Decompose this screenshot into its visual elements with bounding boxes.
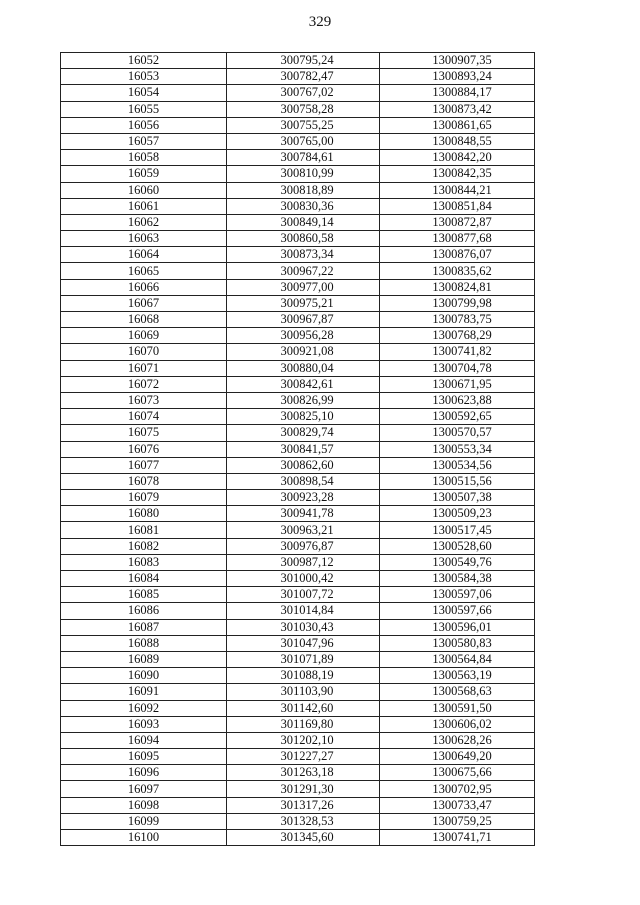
point-number-cell: 16096 bbox=[61, 765, 227, 781]
y-coordinate-cell: 1300597,06 bbox=[380, 587, 535, 603]
point-number-cell: 16098 bbox=[61, 797, 227, 813]
y-coordinate-cell: 1300848,55 bbox=[380, 133, 535, 149]
y-coordinate-cell: 1300861,65 bbox=[380, 117, 535, 133]
table-row bbox=[61, 473, 535, 489]
table-row bbox=[61, 69, 535, 85]
y-coordinate-cell: 1300568,63 bbox=[380, 684, 535, 700]
table-row bbox=[61, 457, 535, 473]
point-number-cell: 16082 bbox=[61, 538, 227, 554]
y-coordinate-cell: 1300877,68 bbox=[380, 231, 535, 247]
y-coordinate-cell: 1300563,19 bbox=[380, 668, 535, 684]
x-coordinate-cell: 301142,60 bbox=[227, 700, 380, 716]
y-coordinate-cell: 1300851,84 bbox=[380, 198, 535, 214]
table-row bbox=[61, 635, 535, 651]
point-number-cell: 16061 bbox=[61, 198, 227, 214]
x-coordinate-cell: 300818,89 bbox=[227, 182, 380, 198]
table-row bbox=[61, 166, 535, 182]
table-row bbox=[61, 797, 535, 813]
point-number-cell: 16089 bbox=[61, 651, 227, 667]
y-coordinate-cell: 1300783,75 bbox=[380, 312, 535, 328]
x-coordinate-cell: 300963,21 bbox=[227, 522, 380, 538]
y-coordinate-cell: 1300741,82 bbox=[380, 344, 535, 360]
point-number-cell: 16077 bbox=[61, 457, 227, 473]
y-coordinate-cell: 1300606,02 bbox=[380, 716, 535, 732]
table-row bbox=[61, 117, 535, 133]
point-number-cell: 16052 bbox=[61, 53, 227, 69]
point-number-cell: 16070 bbox=[61, 344, 227, 360]
x-coordinate-cell: 300830,36 bbox=[227, 198, 380, 214]
x-coordinate-cell: 301088,19 bbox=[227, 668, 380, 684]
x-coordinate-cell: 300758,28 bbox=[227, 101, 380, 117]
x-coordinate-cell: 301227,27 bbox=[227, 749, 380, 765]
table-row bbox=[61, 571, 535, 587]
point-number-cell: 16064 bbox=[61, 247, 227, 263]
x-coordinate-cell: 300849,14 bbox=[227, 214, 380, 230]
point-number-cell: 16054 bbox=[61, 85, 227, 101]
y-coordinate-cell: 1300733,47 bbox=[380, 797, 535, 813]
point-number-cell: 16079 bbox=[61, 490, 227, 506]
x-coordinate-cell: 300825,10 bbox=[227, 409, 380, 425]
y-coordinate-cell: 1300628,26 bbox=[380, 732, 535, 748]
x-coordinate-cell: 300810,99 bbox=[227, 166, 380, 182]
table-row bbox=[61, 619, 535, 635]
x-coordinate-cell: 300841,57 bbox=[227, 441, 380, 457]
point-number-cell: 16066 bbox=[61, 279, 227, 295]
table-row bbox=[61, 376, 535, 392]
y-coordinate-cell: 1300553,34 bbox=[380, 441, 535, 457]
point-number-cell: 16080 bbox=[61, 506, 227, 522]
point-number-cell: 16081 bbox=[61, 522, 227, 538]
y-coordinate-cell: 1300884,17 bbox=[380, 85, 535, 101]
x-coordinate-cell: 300784,61 bbox=[227, 150, 380, 166]
x-coordinate-cell: 300977,00 bbox=[227, 279, 380, 295]
point-number-cell: 16094 bbox=[61, 732, 227, 748]
y-coordinate-cell: 1300528,60 bbox=[380, 538, 535, 554]
y-coordinate-cell: 1300704,78 bbox=[380, 360, 535, 376]
table-row bbox=[61, 668, 535, 684]
y-coordinate-cell: 1300623,88 bbox=[380, 392, 535, 408]
table-row bbox=[61, 85, 535, 101]
point-number-cell: 16063 bbox=[61, 231, 227, 247]
x-coordinate-cell: 300921,08 bbox=[227, 344, 380, 360]
x-coordinate-cell: 301030,43 bbox=[227, 619, 380, 635]
table-row bbox=[61, 53, 535, 69]
point-number-cell: 16057 bbox=[61, 133, 227, 149]
y-coordinate-cell: 1300671,95 bbox=[380, 376, 535, 392]
y-coordinate-cell: 1300876,07 bbox=[380, 247, 535, 263]
y-coordinate-cell: 1300835,62 bbox=[380, 263, 535, 279]
point-number-cell: 16055 bbox=[61, 101, 227, 117]
point-number-cell: 16088 bbox=[61, 635, 227, 651]
table-row bbox=[61, 328, 535, 344]
y-coordinate-cell: 1300768,29 bbox=[380, 328, 535, 344]
table-row bbox=[61, 765, 535, 781]
x-coordinate-cell: 301007,72 bbox=[227, 587, 380, 603]
point-number-cell: 16099 bbox=[61, 813, 227, 829]
y-coordinate-cell: 1300759,25 bbox=[380, 813, 535, 829]
table-row bbox=[61, 312, 535, 328]
table-row bbox=[61, 409, 535, 425]
y-coordinate-cell: 1300873,42 bbox=[380, 101, 535, 117]
x-coordinate-cell: 300873,34 bbox=[227, 247, 380, 263]
x-coordinate-cell: 301071,89 bbox=[227, 651, 380, 667]
x-coordinate-cell: 300967,87 bbox=[227, 312, 380, 328]
y-coordinate-cell: 1300517,45 bbox=[380, 522, 535, 538]
table-row bbox=[61, 684, 535, 700]
coordinates-table-body bbox=[61, 53, 535, 846]
point-number-cell: 16065 bbox=[61, 263, 227, 279]
point-number-cell: 16085 bbox=[61, 587, 227, 603]
x-coordinate-cell: 300975,21 bbox=[227, 295, 380, 311]
x-coordinate-cell: 300765,00 bbox=[227, 133, 380, 149]
x-coordinate-cell: 300880,04 bbox=[227, 360, 380, 376]
table-row bbox=[61, 279, 535, 295]
y-coordinate-cell: 1300824,81 bbox=[380, 279, 535, 295]
point-number-cell: 16059 bbox=[61, 166, 227, 182]
y-coordinate-cell: 1300570,57 bbox=[380, 425, 535, 441]
x-coordinate-cell: 300923,28 bbox=[227, 490, 380, 506]
y-coordinate-cell: 1300842,35 bbox=[380, 166, 535, 182]
y-coordinate-cell: 1300515,56 bbox=[380, 473, 535, 489]
x-coordinate-cell: 300782,47 bbox=[227, 69, 380, 85]
y-coordinate-cell: 1300842,20 bbox=[380, 150, 535, 166]
x-coordinate-cell: 301169,80 bbox=[227, 716, 380, 732]
table-row bbox=[61, 133, 535, 149]
point-number-cell: 16086 bbox=[61, 603, 227, 619]
point-number-cell: 16090 bbox=[61, 668, 227, 684]
table-row bbox=[61, 101, 535, 117]
table-row bbox=[61, 538, 535, 554]
x-coordinate-cell: 301263,18 bbox=[227, 765, 380, 781]
x-coordinate-cell: 300795,24 bbox=[227, 53, 380, 69]
table-row bbox=[61, 231, 535, 247]
y-coordinate-cell: 1300549,76 bbox=[380, 554, 535, 570]
x-coordinate-cell: 300898,54 bbox=[227, 473, 380, 489]
point-number-cell: 16092 bbox=[61, 700, 227, 716]
point-number-cell: 16074 bbox=[61, 409, 227, 425]
y-coordinate-cell: 1300580,83 bbox=[380, 635, 535, 651]
point-number-cell: 16091 bbox=[61, 684, 227, 700]
x-coordinate-cell: 301000,42 bbox=[227, 571, 380, 587]
page-number: 329 bbox=[308, 14, 332, 30]
table-row bbox=[61, 198, 535, 214]
x-coordinate-cell: 301328,53 bbox=[227, 813, 380, 829]
table-row bbox=[61, 603, 535, 619]
y-coordinate-cell: 1300591,50 bbox=[380, 700, 535, 716]
x-coordinate-cell: 300826,99 bbox=[227, 392, 380, 408]
x-coordinate-cell: 301202,10 bbox=[227, 732, 380, 748]
point-number-cell: 16068 bbox=[61, 312, 227, 328]
point-number-cell: 16093 bbox=[61, 716, 227, 732]
y-coordinate-cell: 1300564,84 bbox=[380, 651, 535, 667]
x-coordinate-cell: 300987,12 bbox=[227, 554, 380, 570]
x-coordinate-cell: 301291,30 bbox=[227, 781, 380, 797]
x-coordinate-cell: 300767,02 bbox=[227, 85, 380, 101]
table-row bbox=[61, 441, 535, 457]
y-coordinate-cell: 1300844,21 bbox=[380, 182, 535, 198]
y-coordinate-cell: 1300907,35 bbox=[380, 53, 535, 69]
point-number-cell: 16058 bbox=[61, 150, 227, 166]
table-row bbox=[61, 813, 535, 829]
point-number-cell: 16075 bbox=[61, 425, 227, 441]
point-number-cell: 16056 bbox=[61, 117, 227, 133]
table-row bbox=[61, 522, 535, 538]
point-number-cell: 16076 bbox=[61, 441, 227, 457]
x-coordinate-cell: 300976,87 bbox=[227, 538, 380, 554]
x-coordinate-cell: 300956,28 bbox=[227, 328, 380, 344]
point-number-cell: 16053 bbox=[61, 69, 227, 85]
point-number-cell: 16069 bbox=[61, 328, 227, 344]
table-row bbox=[61, 425, 535, 441]
table-row bbox=[61, 830, 535, 846]
x-coordinate-cell: 300862,60 bbox=[227, 457, 380, 473]
y-coordinate-cell: 1300893,24 bbox=[380, 69, 535, 85]
table-row bbox=[61, 490, 535, 506]
y-coordinate-cell: 1300872,87 bbox=[380, 214, 535, 230]
x-coordinate-cell: 300941,78 bbox=[227, 506, 380, 522]
x-coordinate-cell: 300967,22 bbox=[227, 263, 380, 279]
x-coordinate-cell: 301014,84 bbox=[227, 603, 380, 619]
point-number-cell: 16060 bbox=[61, 182, 227, 198]
table-row bbox=[61, 700, 535, 716]
x-coordinate-cell: 300829,74 bbox=[227, 425, 380, 441]
x-coordinate-cell: 300842,61 bbox=[227, 376, 380, 392]
table-row bbox=[61, 392, 535, 408]
table-row bbox=[61, 587, 535, 603]
point-number-cell: 16095 bbox=[61, 749, 227, 765]
y-coordinate-cell: 1300509,23 bbox=[380, 506, 535, 522]
point-number-cell: 16073 bbox=[61, 392, 227, 408]
y-coordinate-cell: 1300534,56 bbox=[380, 457, 535, 473]
table-row bbox=[61, 506, 535, 522]
y-coordinate-cell: 1300649,20 bbox=[380, 749, 535, 765]
point-number-cell: 16078 bbox=[61, 473, 227, 489]
table-row bbox=[61, 781, 535, 797]
table-row bbox=[61, 732, 535, 748]
point-number-cell: 16087 bbox=[61, 619, 227, 635]
x-coordinate-cell: 301317,26 bbox=[227, 797, 380, 813]
y-coordinate-cell: 1300597,66 bbox=[380, 603, 535, 619]
y-coordinate-cell: 1300584,38 bbox=[380, 571, 535, 587]
y-coordinate-cell: 1300799,98 bbox=[380, 295, 535, 311]
table-row bbox=[61, 554, 535, 570]
x-coordinate-cell: 300860,58 bbox=[227, 231, 380, 247]
table-row bbox=[61, 150, 535, 166]
table-row bbox=[61, 344, 535, 360]
y-coordinate-cell: 1300675,66 bbox=[380, 765, 535, 781]
table-row bbox=[61, 263, 535, 279]
point-number-cell: 16083 bbox=[61, 554, 227, 570]
point-number-cell: 16071 bbox=[61, 360, 227, 376]
table-row bbox=[61, 360, 535, 376]
table-row bbox=[61, 295, 535, 311]
y-coordinate-cell: 1300702,95 bbox=[380, 781, 535, 797]
table-row bbox=[61, 651, 535, 667]
point-number-cell: 16072 bbox=[61, 376, 227, 392]
x-coordinate-cell: 301047,96 bbox=[227, 635, 380, 651]
point-number-cell: 16097 bbox=[61, 781, 227, 797]
point-number-cell: 16084 bbox=[61, 571, 227, 587]
x-coordinate-cell: 301345,60 bbox=[227, 830, 380, 846]
coordinates-table bbox=[60, 52, 535, 846]
y-coordinate-cell: 1300741,71 bbox=[380, 830, 535, 846]
table-row bbox=[61, 247, 535, 263]
y-coordinate-cell: 1300596,01 bbox=[380, 619, 535, 635]
x-coordinate-cell: 300755,25 bbox=[227, 117, 380, 133]
table-row bbox=[61, 716, 535, 732]
y-coordinate-cell: 1300592,65 bbox=[380, 409, 535, 425]
point-number-cell: 16062 bbox=[61, 214, 227, 230]
table-row bbox=[61, 182, 535, 198]
table-row bbox=[61, 214, 535, 230]
point-number-cell: 16100 bbox=[61, 830, 227, 846]
y-coordinate-cell: 1300507,38 bbox=[380, 490, 535, 506]
x-coordinate-cell: 301103,90 bbox=[227, 684, 380, 700]
point-number-cell: 16067 bbox=[61, 295, 227, 311]
table-row bbox=[61, 749, 535, 765]
